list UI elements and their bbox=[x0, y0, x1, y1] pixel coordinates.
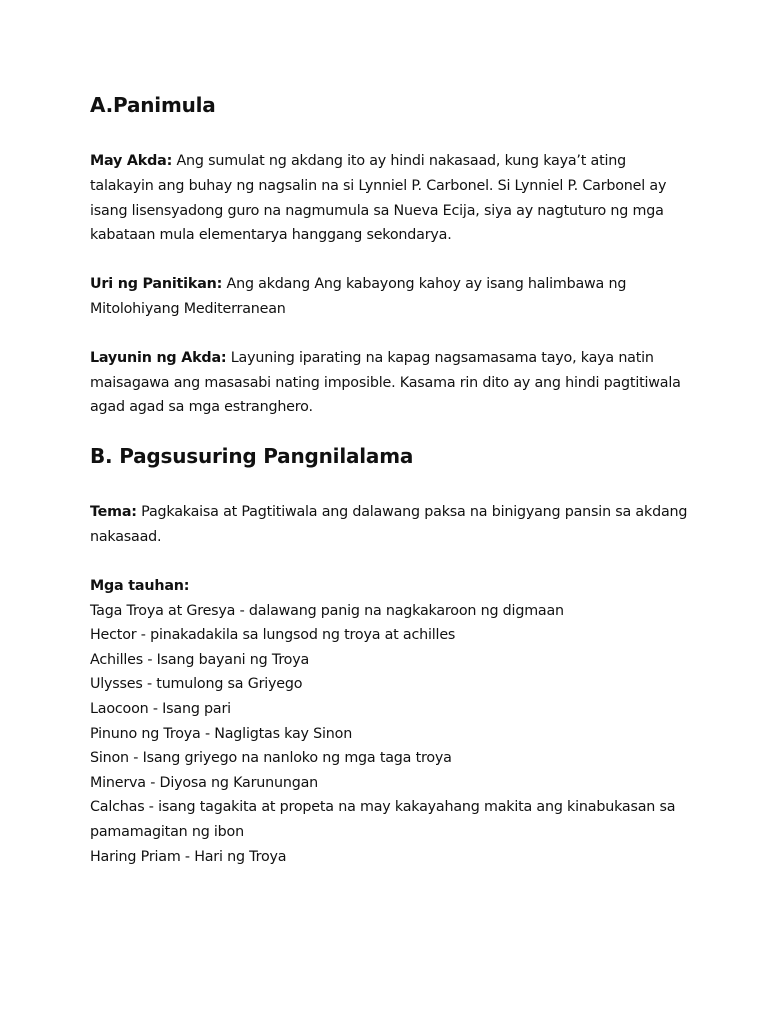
mga-tauhan-label: Mga tauhan: bbox=[90, 577, 190, 594]
list-item: Hector - pinakadakila sa lungsod ng troya at achilles bbox=[90, 627, 456, 644]
section-a-heading: A.Panimula bbox=[90, 93, 216, 117]
list-item: Taga Troya at Gresya - dalawang panig na nagkakaroon ng digmaan bbox=[90, 602, 564, 619]
document-content bbox=[90, 91, 690, 869]
may-akda-label: May Akda: bbox=[90, 153, 173, 169]
mga-tauhan-list bbox=[90, 599, 690, 870]
uri-ng-panitikan-label: Uri ng Panitikan: bbox=[90, 276, 223, 293]
list-item: Ulysses - tumulong sa Griyego bbox=[90, 676, 303, 693]
list-item: Achilles - Isang bayani ng Troya bbox=[90, 651, 310, 668]
tema-paragraph bbox=[90, 500, 690, 550]
uri-ng-panitikan-text: Ang akdang Ang kabayong kahoy ay isang halimbawa ng Mitolohiyang Mediterranean bbox=[90, 276, 627, 317]
layunin-ng-akda-label: Layunin ng Akda: bbox=[90, 349, 227, 366]
may-akda-paragraph bbox=[90, 149, 690, 248]
mga-tauhan-heading bbox=[90, 574, 690, 599]
section-b-heading: B. Pagsusuring Pangnilalama bbox=[90, 444, 414, 469]
uri-ng-panitikan-paragraph bbox=[90, 272, 690, 322]
tema-text: Pagkakaisa at Pagtitiwala ang dalawang paksa na binigyang pansin sa akdang nakasaad. bbox=[90, 504, 688, 545]
may-akda-text: Ang sumulat ng akdang ito ay hindi nakasaad, kung kaya’t ating talakayin ang buhay ng nagsalin na si Lynniel P. Carbonel. Si Lynniel P. Carbonel ay isang lisensyadong guro na nagmumula sa Nueva Ecija, siya ay nagtuturo ng mga kabataan mula elementarya hanggang sekondarya. bbox=[90, 153, 667, 244]
layunin-ng-akda-paragraph bbox=[90, 346, 690, 420]
list-item: Sinon - Isang griyego na nanloko ng mga taga troya bbox=[90, 750, 452, 767]
list-item: Calchas - isang tagakita at propeta na may kakayahang makita ang kinabukasan sa pamamagitan ng ibon bbox=[90, 799, 676, 840]
list-item: Minerva - Diyosa ng Karunungan bbox=[90, 774, 319, 791]
layunin-ng-akda-text: Layuning iparating na kapag nagsamasama tayo, kaya natin maisagawa ang masasabi nating imposible. Kasama rin dito ay ang hindi pagtitiwala agad agad sa mga estranghero. bbox=[90, 349, 681, 416]
list-item: Pinuno ng Troya - Nagligtas kay Sinon bbox=[90, 725, 353, 742]
tema-label: Tema: bbox=[90, 504, 137, 521]
list-item: Laocoon - Isang pari bbox=[90, 700, 231, 717]
list-item: Haring Priam - Hari ng Troya bbox=[90, 848, 287, 865]
